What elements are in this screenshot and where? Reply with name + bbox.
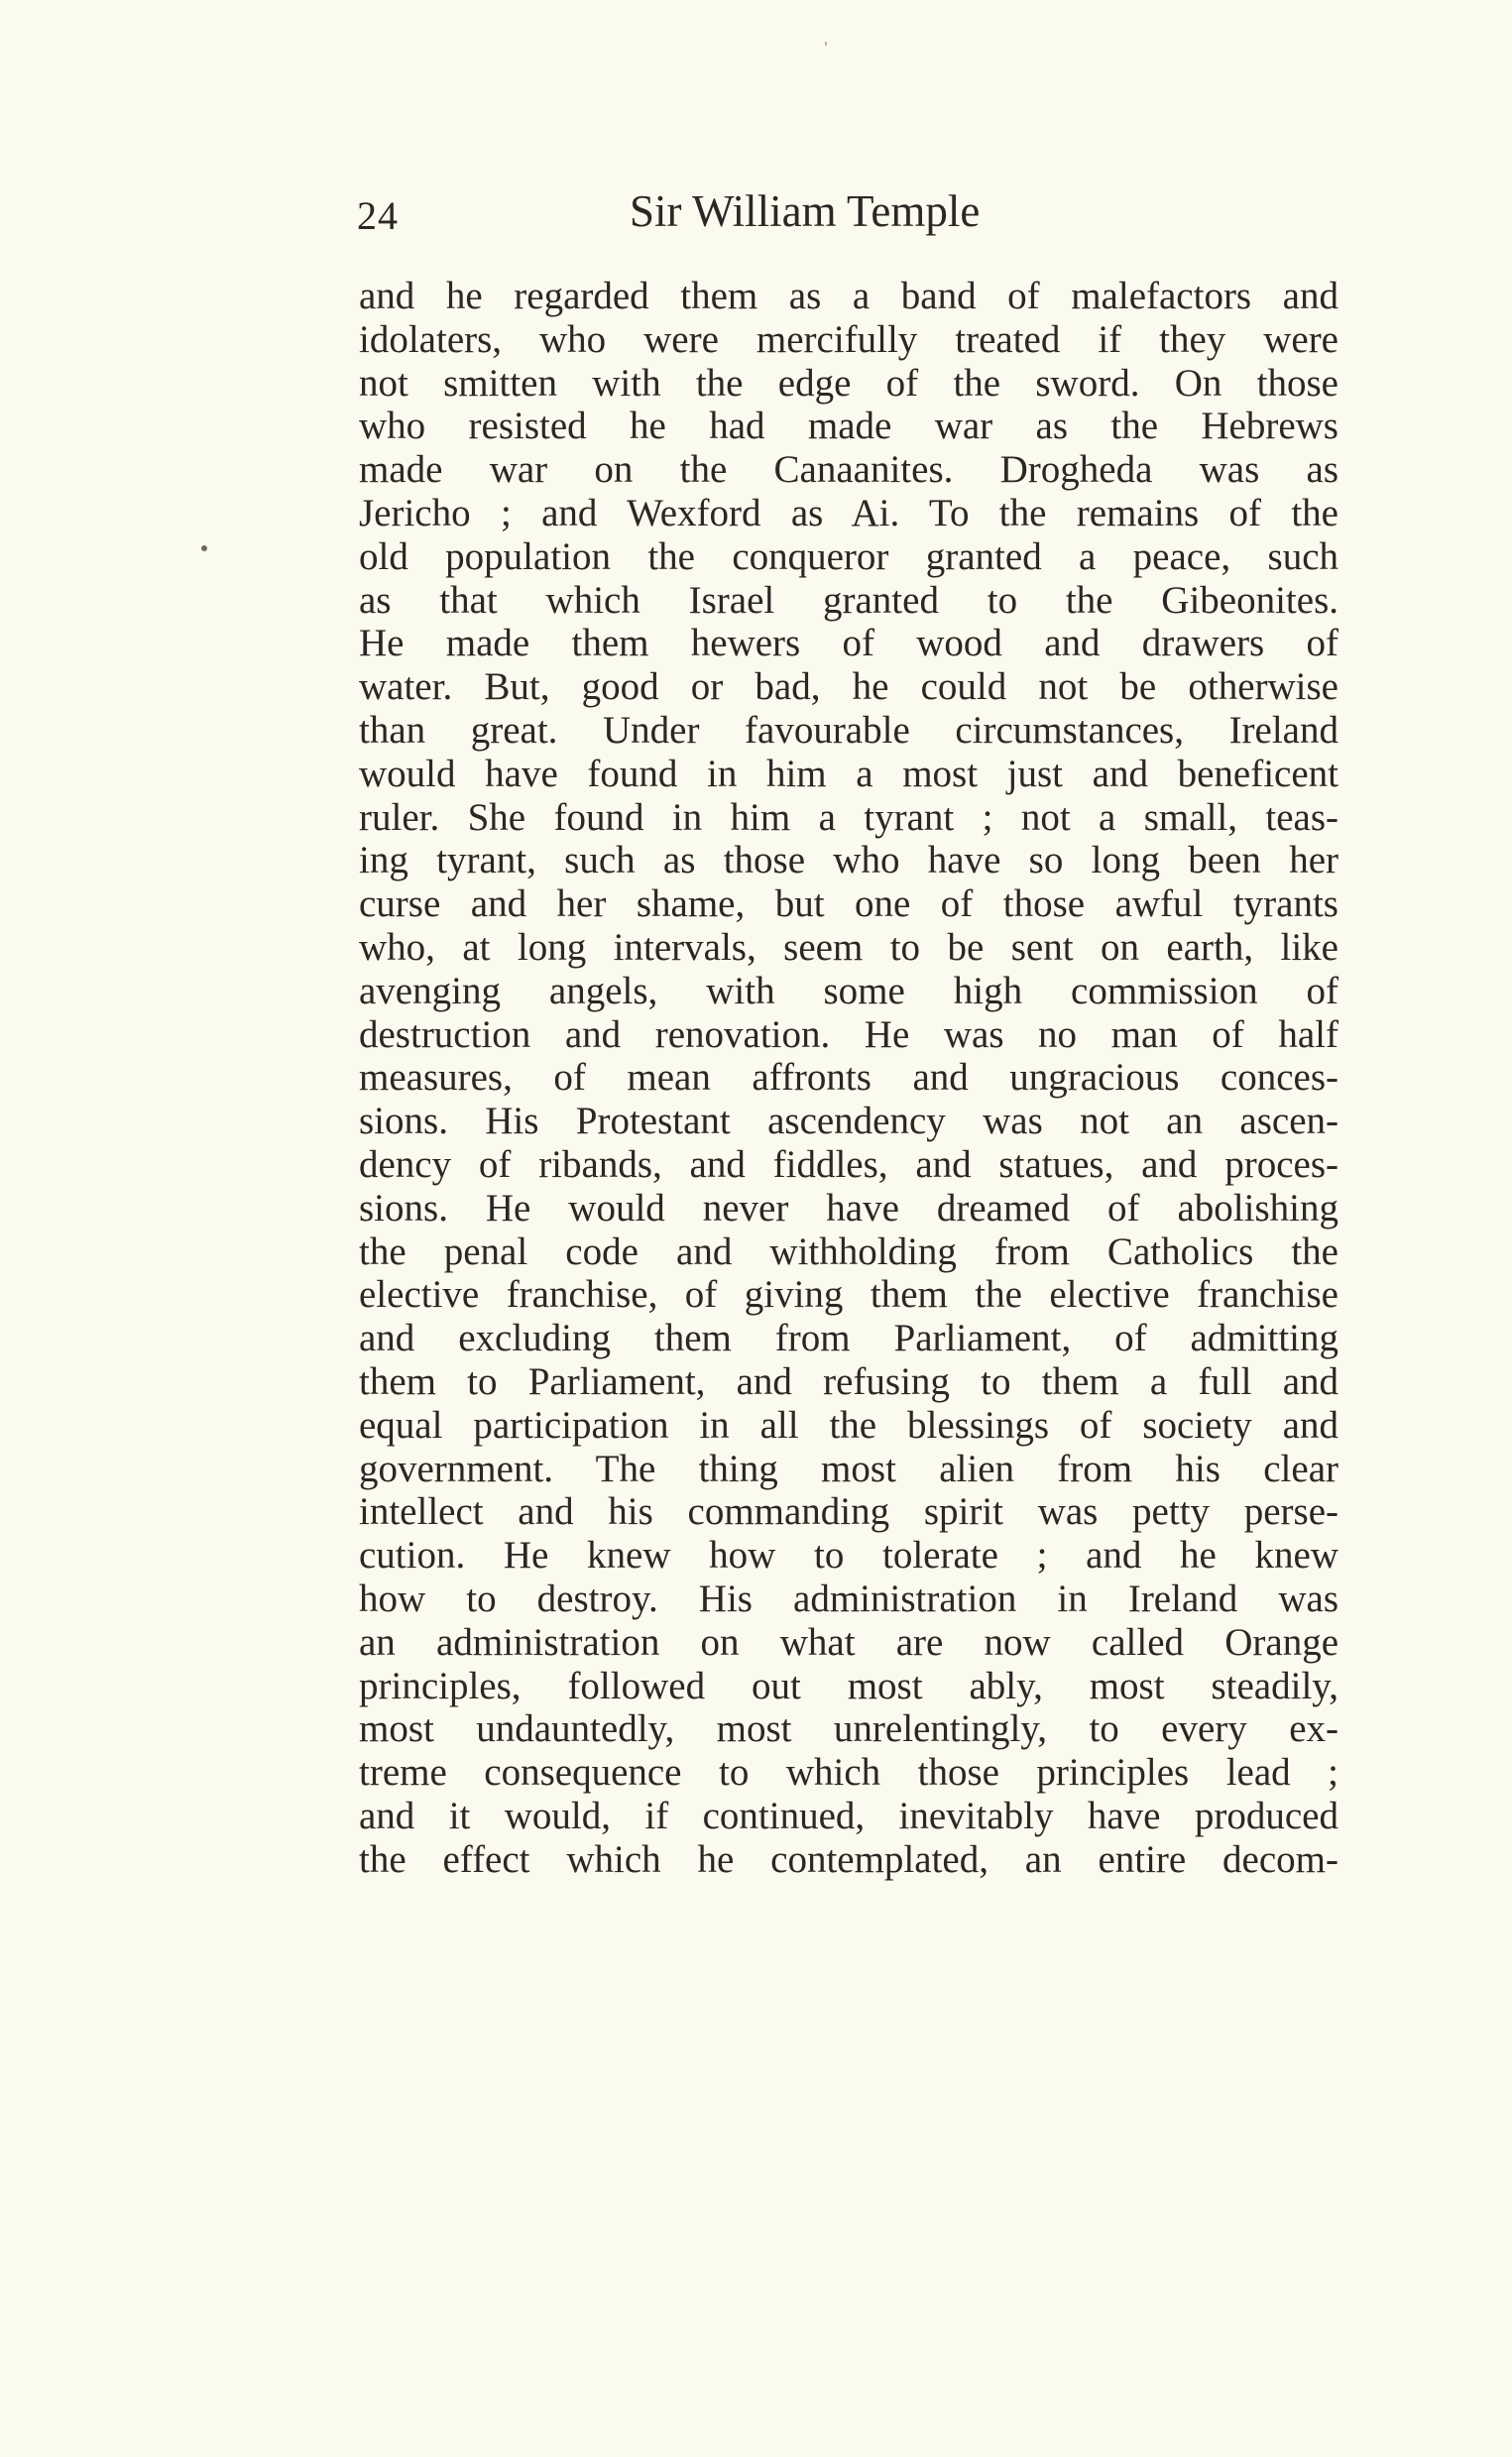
body-text [359, 275, 1338, 1881]
text-line: water. But, good or bad, he could not be otherwise [359, 665, 1338, 709]
text-line: and he regarded them as a band of malefactors and [359, 275, 1338, 317]
text-line: how to destroy. His administration in Ireland was [359, 1577, 1338, 1620]
text-line: an administration on what are now called Orange [359, 1620, 1338, 1664]
text-line: treme consequence to which those principles lead ; [359, 1751, 1338, 1795]
text-line: intellect and his commanding spirit was petty perse- [359, 1490, 1338, 1534]
text-line: ruler. She found in him a tyrant ; not a small, teas- [359, 795, 1338, 839]
text-line: principles, followed out most ably, most steadily, [359, 1664, 1338, 1707]
running-title: Sir William Temple [630, 186, 981, 236]
text-line: who, at long intervals, seem to be sent on earth, like [359, 925, 1338, 969]
text-line: ing tyrant, such as those who have so long been her [359, 839, 1338, 882]
text-line: government. The thing most alien from his clear [359, 1447, 1338, 1490]
text-line: curse and her shame, but one of those awful tyrants [359, 882, 1338, 926]
margin-speck [201, 545, 207, 551]
text-line: cution. He knew how to tolerate ; and he knew [359, 1534, 1338, 1578]
page-number: 24 [357, 193, 399, 238]
text-line: idolaters, who were mercifully treated if they were [359, 317, 1338, 361]
text-line: sions. He would never have dreamed of abolishing [359, 1186, 1338, 1229]
text-line: Jericho ; and Wexford as Ai. To the remains of the [359, 491, 1338, 534]
text-line: and excluding them from Parliament, of admitting [359, 1317, 1338, 1360]
paper-speck [825, 42, 827, 46]
text-line: and it would, if continued, inevitably have produced [359, 1794, 1338, 1837]
text-line: as that which Israel granted to the Gibeonites. [359, 578, 1338, 622]
text-line: sions. His Protestant ascendency was not an ascen- [359, 1100, 1338, 1143]
text-line: elective franchise, of giving them the elective franchise [359, 1273, 1338, 1317]
text-line: who resisted he had made war as the Hebrews [359, 405, 1338, 448]
text-line: made war on the Canaanites. Drogheda was as [359, 448, 1338, 492]
text-line: dency of ribands, and fiddles, and statues, and proces- [359, 1142, 1338, 1186]
text-line: than great. Under favourable circumstances, Ireland [359, 708, 1338, 752]
text-line: the penal code and withholding from Catholics the [359, 1229, 1338, 1273]
text-line: avenging angels, with some high commission of [359, 969, 1338, 1012]
text-line: equal participation in all the blessings of society and [359, 1403, 1338, 1447]
text-line: old population the conqueror granted a peace, such [359, 534, 1338, 578]
text-line: them to Parliament, and refusing to them a full and [359, 1359, 1338, 1403]
text-line: most undauntedly, most unrelentingly, to every ex- [359, 1707, 1338, 1751]
text-line: would have found in him a most just and beneficent [359, 752, 1338, 795]
text-line: not smitten with the edge of the sword. On those [359, 361, 1338, 405]
text-line: the effect which he contemplated, an entire decom- [359, 1837, 1338, 1881]
text-line: He made them hewers of wood and drawers of [359, 622, 1338, 665]
text-line: measures, of mean affronts and ungracious conces- [359, 1056, 1338, 1100]
text-line: destruction and renovation. He was no man of half [359, 1012, 1338, 1056]
